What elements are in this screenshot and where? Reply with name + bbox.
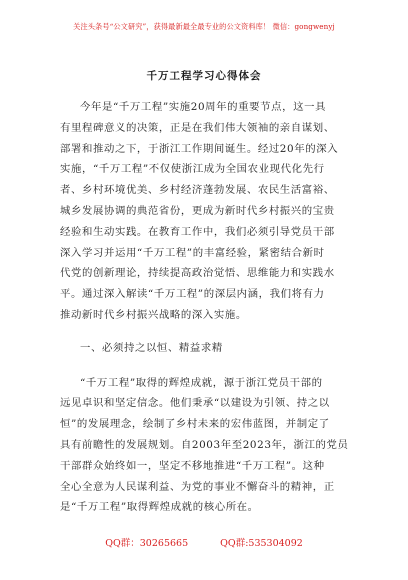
footer-qq-group-2: QQ群:535304092 — [220, 538, 303, 549]
paragraph-line: 是“千万工程”取得辉煌成就的核心所在。 — [60, 501, 259, 514]
paragraph-line: 全心全意为人民谋利益、为党的事业不懈奋斗的精神，正 — [60, 480, 335, 493]
footer-contacts — [0, 535, 408, 549]
header-promo-note: 关注头条号“公文研究”，获得最新最全最专业的公文资料库！ 微信：gongwenyj — [73, 22, 335, 31]
document-title: 千万工程学习心得体会 — [146, 70, 262, 82]
paragraph-line: 深入学习并运用“千万工程”的丰富经验，紧密结合新时 — [60, 246, 325, 259]
paragraph-line: 部署和推动之下，于浙江工作期间诞生。经过20年的深入 — [60, 142, 339, 155]
paragraph-line: 今年是“千万工程”实施20周年的重要节点，这一具 — [80, 101, 327, 113]
document-body — [60, 97, 352, 518]
paragraph-line: 恒”的发展理念，绘制了乡村未来的宏伟蓝图，并制定了 — [60, 418, 330, 431]
section-heading-1: 一、必须持之以恒、精益求精 — [80, 341, 223, 354]
paragraph-line: 推动新时代乡村振兴战略的深入实施。 — [60, 308, 247, 321]
paragraph-line: 有里程碑意义的决策，正是在我们伟大领袖的亲自谋划、 — [60, 121, 335, 134]
paragraph-line: 代党的创新理论，持续提高政治觉悟、思维能力和实践水 — [60, 267, 335, 280]
paragraph-1 — [60, 97, 352, 326]
paragraph-line: “千万工程”取得的辉煌成就，源于浙江党员干部的 — [80, 376, 323, 389]
paragraph-2 — [60, 373, 352, 519]
paragraph-line: 者、乡村环境优美、乡村经济蓬勃发展、农民生活富裕、 — [60, 184, 335, 197]
paragraph-line: 平。通过深入解读“千万工程”的深层内涵，我们将有力 — [60, 288, 325, 301]
paragraph-line: 实施，“千万工程”不仅使浙江成为全国农业现代化先行 — [60, 163, 325, 176]
paragraph-line: 干部群众始终如一，坚定不移地推进“千万工程”。这种 — [60, 459, 325, 472]
paragraph-line: 经验和生动实践。在教育工作中，我们必须引导党员干部 — [60, 225, 335, 238]
paragraph-line: 具有前瞻性的发展规划。自2003年至2023年，浙江的党员 — [60, 438, 349, 451]
paragraph-line: 远见卓识和坚定信念。他们秉承“以建设为引领、持之以 — [60, 397, 330, 410]
footer-qq-group-1: QQ群：30265665 — [105, 538, 189, 549]
paragraph-line: 城乡发展协调的典范省份，更成为新时代乡村振兴的宝贵 — [60, 204, 335, 217]
